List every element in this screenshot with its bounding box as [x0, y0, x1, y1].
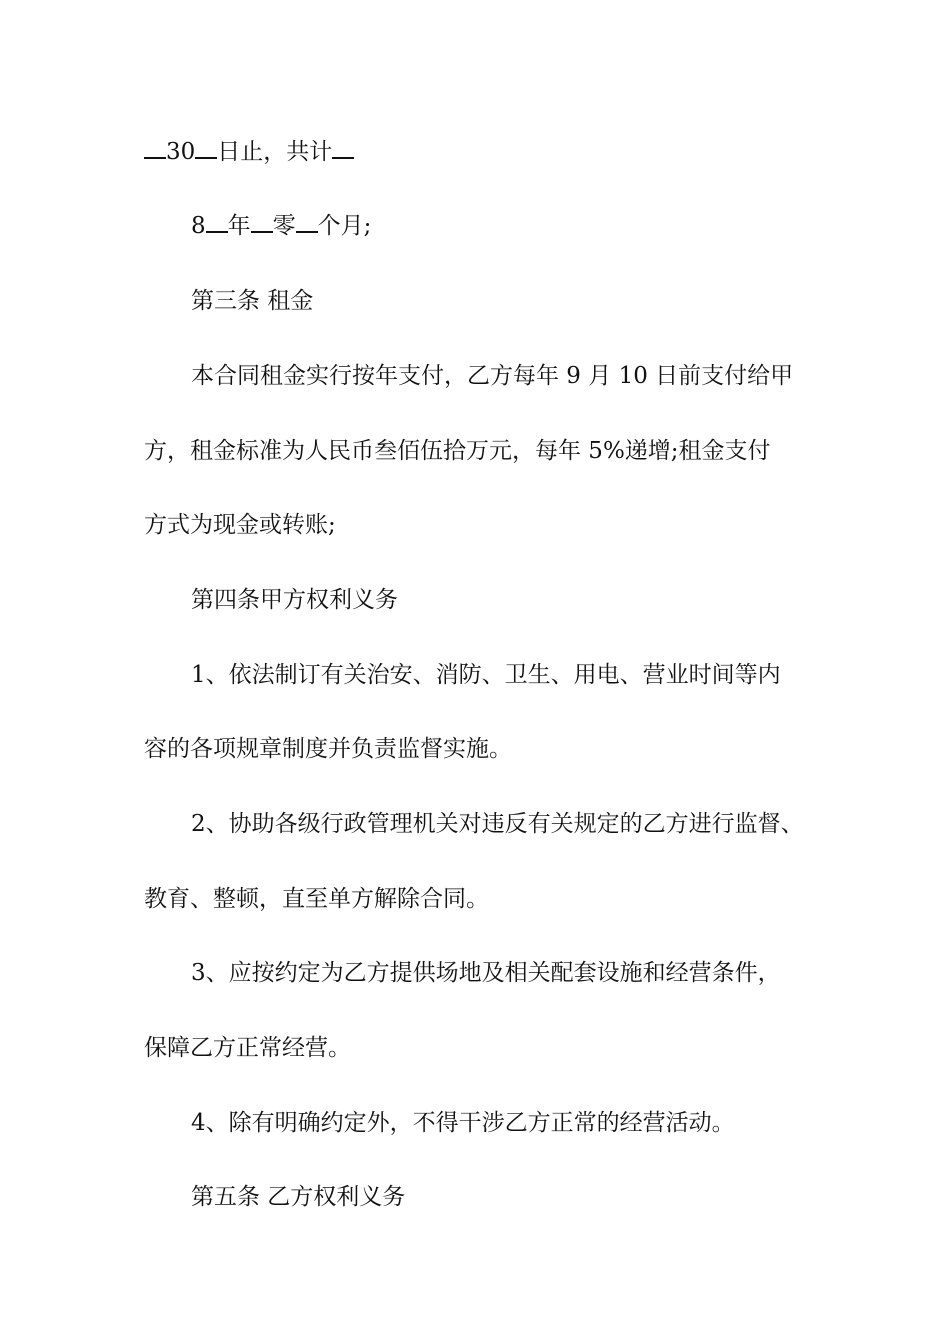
- blank-field: [251, 211, 273, 233]
- article-4-item-1-line-1: 1、依法制订有关治安、消防、卫生、用电、营业时间等内: [191, 662, 781, 688]
- article-4-item-3-line-2: 保障乙方正常经营。: [144, 1035, 351, 1061]
- term-total-label: 日止，共计: [217, 139, 333, 165]
- term-years-label: 年: [227, 213, 251, 239]
- term-end-day: 30: [166, 139, 196, 165]
- article-4-item-3-line-1: 3、应按约定为乙方提供场地及相关配套设施和经营条件，: [191, 960, 781, 986]
- article-3-heading: 第三条 租金: [191, 288, 314, 314]
- blank-field: [195, 137, 217, 159]
- blank-field: [296, 211, 318, 233]
- blank-field: [144, 137, 166, 159]
- rent-paragraph-line-2: 方，租金标准为人民币叁佰伍拾万元，每年 5%递增;租金支付: [144, 438, 771, 464]
- term-end-line: [144, 137, 824, 167]
- rent-paragraph-line-1: 本合同租金实行按年支付，乙方每年 9 月 10 日前支付给甲: [191, 363, 794, 389]
- term-years-value: 8: [191, 213, 206, 239]
- article-4-item-2-line-2: 教育、整顿，直至单方解除合同。: [144, 886, 489, 912]
- article-4-heading: 第四条甲方权利义务: [191, 587, 398, 613]
- term-duration-line: [191, 211, 871, 241]
- article-4-item-1-line-2: 容的各项规章制度并负责监督实施。: [144, 736, 512, 762]
- rent-paragraph-line-3: 方式为现金或转账;: [144, 512, 336, 538]
- article-4-item-2-line-1: 2、协助各级行政管理机关对违反有关规定的乙方进行监督、: [191, 811, 804, 837]
- article-5-heading: 第五条 乙方权利义务: [191, 1184, 406, 1210]
- blank-field: [332, 137, 354, 159]
- term-months-value: 零: [272, 213, 296, 239]
- article-4-item-4: 4、除有明确约定外，不得干涉乙方正常的经营活动。: [191, 1110, 735, 1136]
- blank-field: [206, 211, 228, 233]
- term-months-label: 个月;: [317, 213, 372, 239]
